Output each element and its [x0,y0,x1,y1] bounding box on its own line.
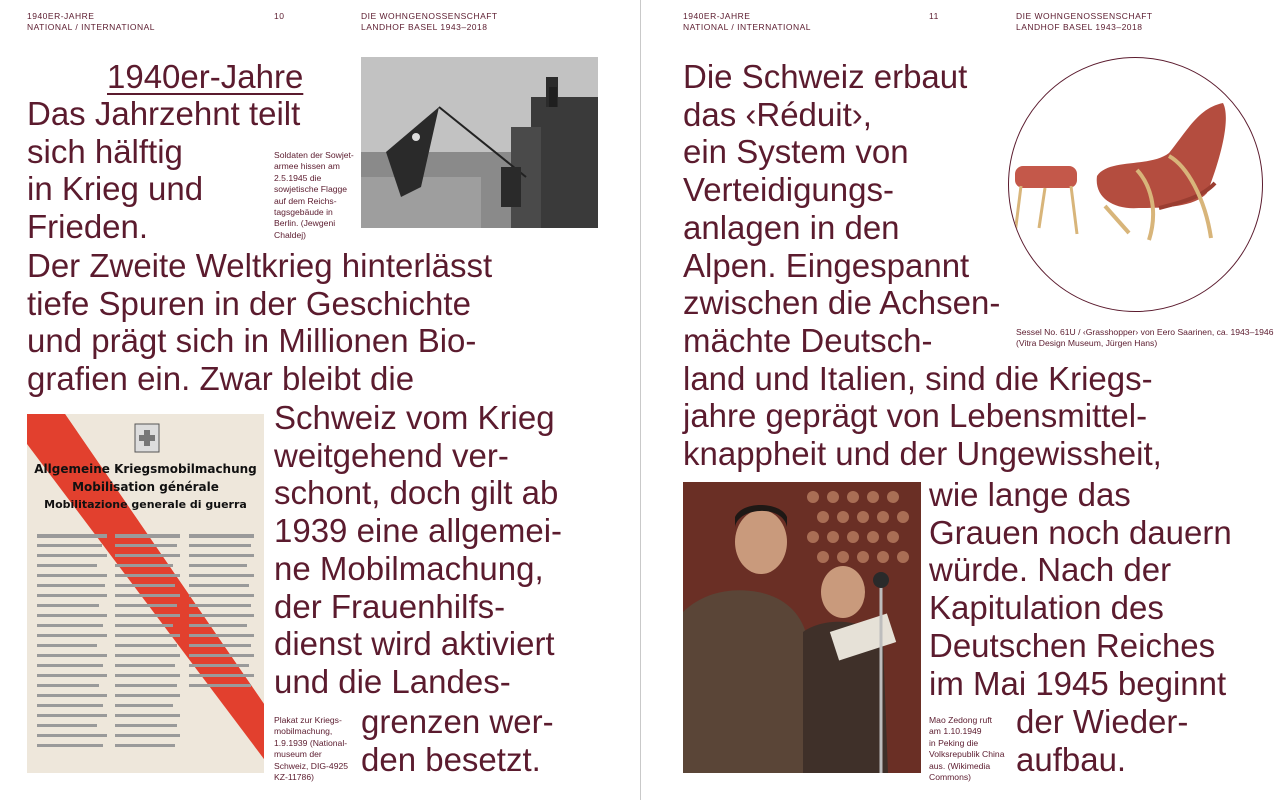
body-text-block-c [274,399,562,701]
text-line: land und Italien, sind die Kriegs- [683,359,1153,397]
text-line: Deutschen Reiches [929,626,1216,664]
mao-zedong-photo [683,482,921,773]
caption-line: (Vitra Design Museum, Jürgen Hans) [1016,338,1158,349]
text-line: dienst wird aktiviert [274,625,555,663]
caption-line: armee hissen am [274,161,340,172]
right-text-block-b [929,476,1232,702]
caption-line: Schweiz, DIG-4925 [274,760,349,771]
grasshopper-chair-image [1008,57,1263,312]
text-line: ne Mobilmachung, [274,549,544,587]
text-line: schont, doch gilt ab [274,474,559,512]
caption-line: aus. (Wikimedia [929,760,991,771]
header-section-sub: NATIONAL / INTERNATIONAL [683,22,812,32]
caption-reichstag-photo [274,150,354,241]
chair-illustration [1009,58,1262,311]
caption-line: Sessel No. 61U / ‹Grasshopper› von Eero Saarinen, ca. 1943–1946 [1016,327,1274,337]
text-line: Verteidigungs- [683,171,894,209]
header-title-sub: LANDHOF BASEL 1943–2018 [361,22,488,32]
body-text-block-d [361,703,554,778]
caption-line: KZ-11786) [274,772,314,783]
text-line: anlagen in den [683,208,900,246]
text-line: würde. Nach der [929,551,1172,589]
text-line: ein System von [683,133,909,171]
text-line: 1939 eine allgemei- [274,512,563,550]
caption-line: am 1.10.1949 [929,726,982,737]
text-line: Kapitulation des [929,589,1164,627]
left-header-title [361,11,498,33]
text-line: grenzen wer- [361,703,554,740]
photo-illustration [683,482,921,773]
chapter-heading: 1940er-Jahre [107,58,304,95]
header-section-line: 1940ER-JAHRE [683,11,751,21]
text-line: sich hälftig [27,132,183,170]
text-line: den besetzt. [361,740,541,778]
header-title-line: DIE WOHNGENOSSENSCHAFT [361,11,498,21]
body-text-block-a [27,95,300,246]
right-text-block-c [1016,703,1188,778]
caption-line: Volksrepublik China [929,749,1005,760]
text-line: im Mai 1945 beginnt [929,664,1227,702]
text-line: Der Zweite Weltkrieg hinterlässt [27,247,493,284]
text-line: mächte Deutsch- [683,321,933,359]
left-header-section [27,11,155,33]
text-line: Die Schweiz erbaut [683,58,968,95]
header-section-line: 1940ER-JAHRE [27,11,95,21]
text-line: das ‹Réduit›, [683,95,872,133]
text-line: Frieden. [27,208,149,246]
caption-line: 2.5.1945 die [274,172,322,183]
text-line: zwischen die Achsen- [683,284,1001,322]
text-line: und prägt sich in Millionen Bio- [27,322,477,360]
caption-line: Commons) [929,772,972,783]
left-page-number: 10 [274,11,285,21]
text-line: tiefe Spuren in der Geschichte [27,284,471,322]
caption-chair [1016,327,1274,350]
poster-title-de: Allgemeine Kriegsmobilmachung [34,462,257,476]
text-line: der Wieder- [1016,703,1189,740]
right-header-section [683,11,811,33]
text-line: Schweiz vom Krieg [274,399,555,436]
poster-title-it: Mobilitazione generale di guerra [44,498,247,511]
text-line: grafien ein. Zwar bleibt die [27,360,415,398]
text-line: und die Landes- [274,662,511,700]
text-line: weitgehend ver- [274,436,509,474]
text-line: Alpen. Eingespannt [683,246,970,284]
text-line: der Frauenhilfs- [274,587,506,625]
text-line: aufbau. [1016,740,1127,778]
caption-mao-photo [929,715,1004,783]
caption-line: Soldaten der Sowjet- [274,150,354,160]
text-line: jahre geprägt von Lebensmittel- [683,397,1148,435]
text-line: wie lange das [929,476,1131,513]
caption-line: auf dem Reichs- [274,195,337,206]
caption-line: in Peking die [929,737,979,748]
right-header-title [1016,11,1153,33]
header-section-sub: NATIONAL / INTERNATIONAL [27,22,156,32]
caption-line: tagsgebäude in [274,207,333,218]
right-page [641,0,1282,800]
caption-line: mobilmachung, [274,726,333,737]
caption-line: Chaldej) [274,229,307,240]
text-line: Grauen noch dauern [929,513,1232,551]
caption-line: Berlin. (Jewgeni [274,218,336,229]
caption-line: museum der [274,749,322,760]
caption-line: sowjetische Flagge [274,184,348,195]
caption-line: Plakat zur Kriegs- [274,715,342,725]
reichstag-flag-photo [361,57,598,228]
caption-line: 1.9.1939 (National- [274,737,348,748]
text-line: Das Jahrzehnt teilt [27,95,301,132]
photo-illustration [361,57,598,228]
right-page-number: 11 [929,11,939,21]
caption-line: Mao Zedong ruft [929,715,993,725]
poster-title-fr: Mobilisation générale [72,480,219,494]
body-text-block-b [27,247,492,398]
text-line: knappheit und der Ungewissheit, [683,435,1162,473]
left-page [0,0,640,800]
text-line: in Krieg und [27,170,204,208]
header-title-line: DIE WOHNGENOSSENSCHAFT [1016,11,1153,21]
header-title-sub: LANDHOF BASEL 1943–2018 [1016,22,1143,32]
mobilization-poster [27,414,264,773]
caption-poster [274,715,348,783]
